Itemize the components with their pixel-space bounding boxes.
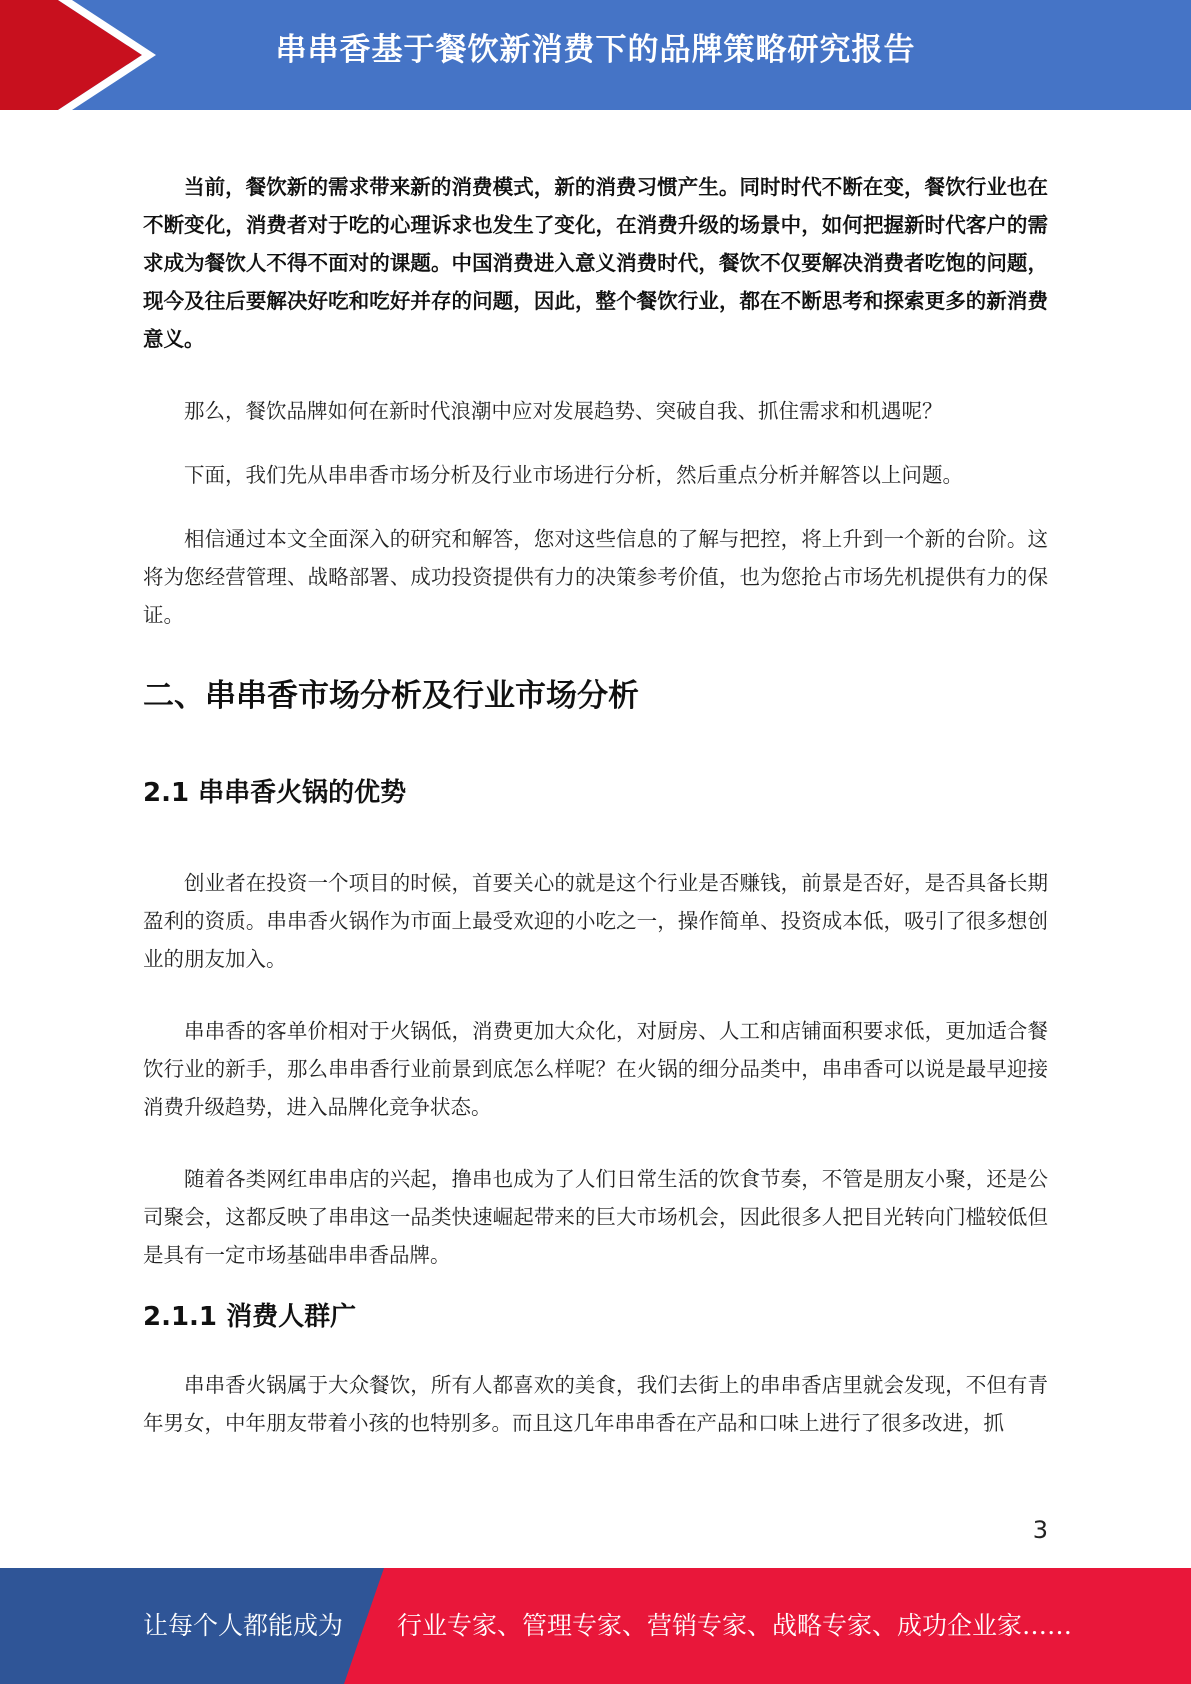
body-paragraph: 创业者在投资一个项目的时候，首要关心的就是这个行业是否赚钱，前景是否好，是否具备长期盈利的资质。串串香火锅作为市面上最受欢迎的小吃之一，操作简单、投资成本低，吸引了很多想创业的朋友加入。 bbox=[143, 871, 1048, 971]
page-footer bbox=[0, 1568, 1191, 1684]
intro-paragraph: 那么，餐饮品牌如何在新时代浪潮中应对发展趋势、突破自我、抓住需求和机遇呢？ bbox=[184, 399, 943, 423]
body-paragraph: 串串香的客单价相对于火锅低，消费更加大众化，对厨房、人工和店铺面积要求低，更加适合餐饮行业的新手，那么串串香行业前景到底怎么样呢？在火锅的细分品类中，串串香可以说是最早迎接消费升级趋势，进入品牌化竞争状态。 bbox=[143, 1019, 1048, 1119]
subsection-heading: 2.1.1 消费人群广 bbox=[143, 1302, 357, 1332]
intro-paragraph: 相信通过本文全面深入的研究和解答，您对这些信息的了解与把控，将上升到一个新的台阶。这将为您经营管理、战略部署、成功投资提供有力的决策参考价值，也为您抢占市场先机提供有力的保证。 bbox=[143, 527, 1048, 627]
body-paragraph: 串串香火锅属于大众餐饮，所有人都喜欢的美食，我们去街上的串串香店里就会发现，不但有青年男女，中年朋友带着小孩的也特别多。而且这几年串串香在产品和口味上进行了很多改进，抓 bbox=[143, 1373, 1048, 1435]
intro-paragraph: 当前，餐饮新的需求带来新的消费模式，新的消费习惯产生。同时时代不断在变，餐饮行业也在不断变化，消费者对于吃的心理诉求也发生了变化，在消费升级的场景中，如何把握新时代客户的需求成为餐饮人不得不面对的课题。中国消费进入意义消费时代，餐饮不仅要解决消费者吃饱的问题，现今及往后要解决好吃和吃好并存的问题，因此，整个餐饮行业，都在不断思考和探索更多的新消费意义。 bbox=[143, 175, 1048, 351]
intro-paragraph: 下面，我们先从串串香市场分析及行业市场进行分析，然后重点分析并解答以上问题。 bbox=[184, 463, 963, 487]
subsection-heading: 2.1 串串香火锅的优势 bbox=[143, 778, 407, 808]
report-title: 串串香基于餐饮新消费下的品牌策略研究报告 bbox=[275, 32, 916, 68]
footer-slogan-right: 行业专家、管理专家、营销专家、战略专家、成功企业家…… bbox=[397, 1611, 1073, 1640]
page-number: 3 bbox=[1032, 1516, 1048, 1544]
footer-slogan-left: 让每个人都能成为 bbox=[143, 1611, 344, 1640]
body-paragraph: 随着各类网红串串店的兴起，撸串也成为了人们日常生活的饮食节奏，不管是朋友小聚，还是公司聚会，这都反映了串串这一品类快速崛起带来的巨大市场机会，因此很多人把目光转向门槛较低但是具有一定市场基础串串香品牌。 bbox=[143, 1167, 1048, 1267]
main-content bbox=[143, 168, 1048, 1442]
page-header bbox=[0, 0, 1191, 110]
section-heading: 二、串串香市场分析及行业市场分析 bbox=[143, 678, 639, 714]
